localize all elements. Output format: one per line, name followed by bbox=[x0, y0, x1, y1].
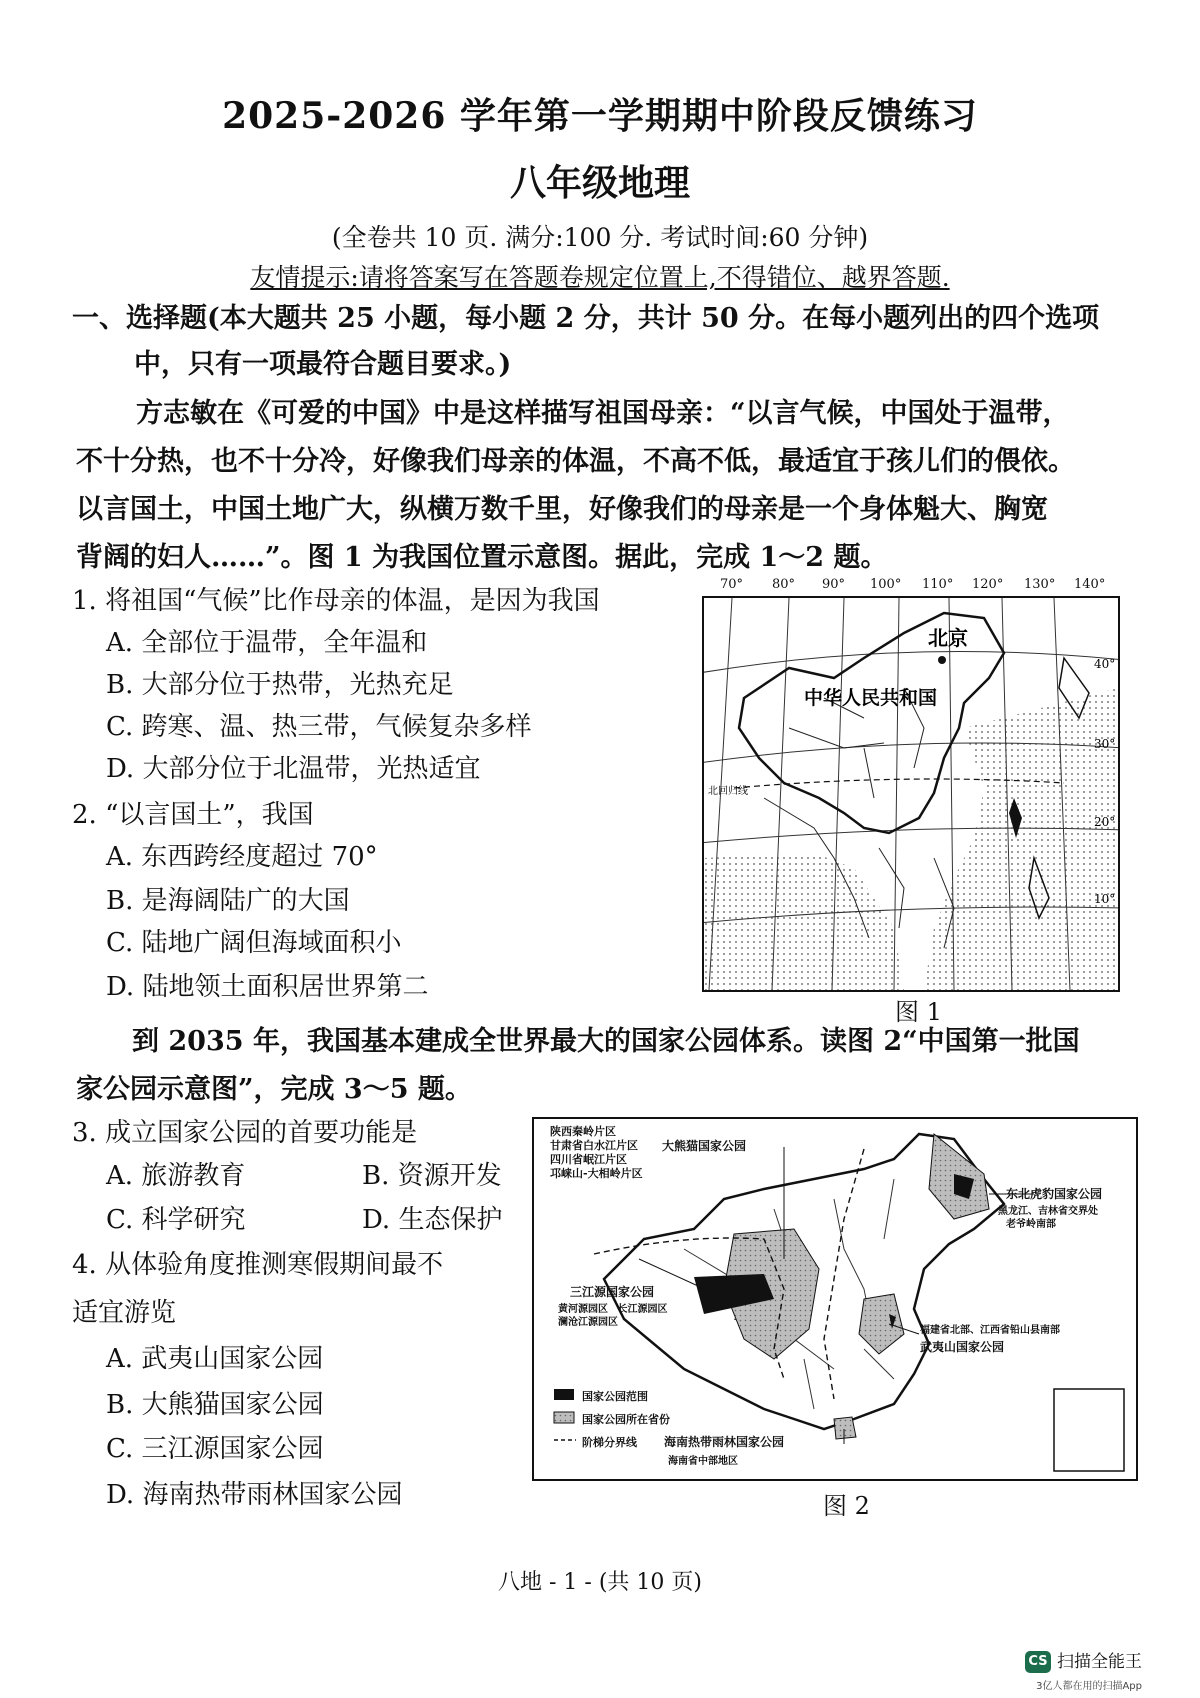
question-4-option-b: B. 大熊猫国家公园 bbox=[106, 1390, 324, 1420]
question-3-option-a: A. 旅游教育 bbox=[106, 1161, 246, 1191]
hainan-park-label: 海南热带雨林国家公园 bbox=[664, 1435, 785, 1449]
question-3-option-d: D. 生态保护 bbox=[362, 1205, 503, 1235]
legend-park-label: 国家公园范围 bbox=[582, 1390, 648, 1403]
figure-1-map-svg bbox=[704, 598, 1118, 990]
wuyi-area-label: 福建省北部、江西省铅山县南部 bbox=[920, 1325, 1060, 1336]
exam-title: 2025-2026 学年第一学期期中阶段反馈练习 bbox=[222, 95, 978, 137]
section-heading-line1: 一、选择题(本大题共 25 小题，每小题 2 分，共计 50 分。在每小题列出的四个选项 bbox=[72, 303, 1100, 334]
question-1-option-c: C. 跨寒、温、热三带，气候复杂多样 bbox=[106, 712, 532, 742]
legend-park-swatch bbox=[554, 1389, 574, 1400]
legend-province-label: 国家公园所在省份 bbox=[582, 1413, 670, 1426]
figure-1-map bbox=[702, 596, 1120, 992]
question-2-option-d: D. 陆地领土面积居世界第二 bbox=[106, 972, 429, 1002]
passage-1-line2: 不十分热，也不十分冷，好像我们母亲的体温，不高不低，最适宜于孩儿们的偎依。 bbox=[76, 446, 1075, 477]
figure-2-caption: 图 2 bbox=[823, 1492, 870, 1520]
passage-2-line1: 到 2035 年，我国基本建成全世界最大的国家公园体系。读图 2“中国第一批国 bbox=[132, 1026, 1080, 1057]
sanjiangyuan-park-label: 三江源国家公园 bbox=[570, 1285, 655, 1299]
lon-label: 90° bbox=[822, 577, 846, 592]
question-1-option-d: D. 大部分位于北温带，光热适宜 bbox=[106, 754, 481, 784]
sanjiangyuan-area-label: 长江源园区 bbox=[617, 1304, 668, 1315]
panda-subarea-label: 陕西秦岭片区 bbox=[550, 1125, 616, 1138]
legend-boundary-label: 阶梯分界线 bbox=[582, 1436, 637, 1449]
exam-subtitle: 八年级地理 bbox=[509, 162, 690, 204]
question-2-stem: 2. “以言国土”，我国 bbox=[72, 800, 314, 830]
exam-info: (全卷共 10 页. 满分:100 分. 考试时间:60 分钟) bbox=[331, 223, 869, 252]
lon-label: 140° bbox=[1074, 577, 1106, 592]
scanner-logo-icon: CS bbox=[1025, 1651, 1051, 1673]
passage-1-line4: 背阔的妇人……”。图 1 为我国位置示意图。据此，完成 1～2 题。 bbox=[76, 542, 888, 573]
question-1-option-b: B. 大部分位于热带，光热充足 bbox=[106, 670, 454, 700]
figure-2-map bbox=[532, 1117, 1138, 1481]
question-4-option-a: A. 武夷山国家公园 bbox=[106, 1344, 324, 1374]
lat-label: 40° bbox=[1094, 657, 1116, 671]
section-heading-line2: 中，只有一项最符合题目要求。) bbox=[134, 349, 512, 380]
lon-label: 100° bbox=[870, 577, 902, 592]
question-3-option-b: B. 资源开发 bbox=[362, 1161, 502, 1191]
lon-label: 70° bbox=[720, 577, 744, 592]
lon-label: 130° bbox=[1024, 577, 1056, 592]
tiger-park-label: 东北虎豹国家公园 bbox=[1006, 1187, 1103, 1201]
passage-2 bbox=[76, 1018, 1126, 1114]
scanner-tagline: 3亿人都在用的扫描App bbox=[1036, 1681, 1142, 1692]
lat-label: 30° bbox=[1094, 737, 1116, 751]
question-2-option-a: A. 东西跨经度超过 70° bbox=[106, 842, 378, 872]
lat-label: 20° bbox=[1094, 815, 1116, 829]
figure-1-longitude-labels bbox=[700, 577, 1120, 595]
question-4-stem-line1: 4. 从体验角度推测寒假期间最不 bbox=[72, 1250, 444, 1280]
question-4-option-c: C. 三江源国家公园 bbox=[106, 1434, 324, 1464]
lon-label: 80° bbox=[772, 577, 796, 592]
tiger-area-label bbox=[998, 1205, 1098, 1231]
panda-subareas bbox=[550, 1125, 643, 1181]
legend-province-swatch bbox=[554, 1412, 574, 1423]
beijing-label: 北京 bbox=[928, 626, 968, 650]
question-2-option-b: B. 是海阔陆广的大国 bbox=[106, 886, 350, 916]
exam-tip bbox=[0, 258, 1200, 294]
scanner-name: 扫描全能王 bbox=[1057, 1652, 1142, 1672]
section-heading bbox=[72, 296, 1142, 388]
question-1-stem: 1. 将祖国“气候”比作母亲的体温，是因为我国 bbox=[72, 586, 600, 616]
passage-1-line3: 以言国土，中国土地广大，纵横万数千里，好像我们的母亲是一个身体魁大、胸宽 bbox=[76, 494, 1048, 525]
sanjiangyuan-area-label: 澜沧江源园区 bbox=[558, 1317, 618, 1328]
question-2-option-c: C. 陆地广阔但海域面积小 bbox=[106, 928, 402, 958]
country-label: 中华人民共和国 bbox=[804, 687, 938, 709]
beijing-dot bbox=[938, 656, 946, 664]
page-footer: 八地 - 1 - (共 10 页) bbox=[498, 1570, 702, 1595]
figure-2-legend bbox=[582, 1385, 670, 1454]
lon-label: 120° bbox=[972, 577, 1004, 592]
scanner-watermark bbox=[1025, 1647, 1142, 1692]
sanjiangyuan-area-label: 黄河源园区 bbox=[558, 1304, 608, 1315]
panda-subarea-label: 邛崃山-大相岭片区 bbox=[550, 1167, 643, 1180]
tiger-area-line: 黑龙江、吉林省交界处 bbox=[998, 1206, 1098, 1217]
question-3-stem: 3. 成立国家公园的首要功能是 bbox=[72, 1118, 418, 1148]
hainan-shaded bbox=[834, 1417, 856, 1439]
tropic-label: 北回归线 bbox=[708, 786, 748, 797]
passage-1-line1: 方志敏在《可爱的中国》中是这样描写祖国母亲：“以言气候，中国处于温带， bbox=[136, 398, 1070, 429]
wuyi-park-label: 武夷山国家公园 bbox=[920, 1340, 1005, 1354]
exam-tip-text: 友情提示:请将答案写在答题卷规定位置上,不得错位、越界答题. bbox=[250, 263, 950, 292]
passage-1 bbox=[76, 390, 1126, 582]
lon-label: 110° bbox=[922, 577, 954, 592]
panda-park-label: 大熊猫国家公园 bbox=[662, 1139, 747, 1153]
passage-2-line2: 家公园示意图”，完成 3～5 题。 bbox=[76, 1074, 472, 1105]
hainan-area-label: 海南省中部地区 bbox=[668, 1456, 738, 1467]
question-4-stem-line2: 适宜游览 bbox=[72, 1298, 177, 1328]
question-4-option-d: D. 海南热带雨林国家公园 bbox=[106, 1480, 403, 1510]
question-3-option-c: C. 科学研究 bbox=[106, 1205, 246, 1235]
panda-subarea-label: 甘肃省白水江片区 bbox=[550, 1139, 638, 1152]
south-sea-inset bbox=[1054, 1389, 1124, 1471]
indian-ocean-area bbox=[704, 853, 904, 990]
lat-label: 10° bbox=[1094, 892, 1116, 906]
sanjiangyuan-areas bbox=[558, 1303, 667, 1329]
figure-1-caption: 图 1 bbox=[895, 998, 942, 1026]
question-1-option-a: A. 全部位于温带，全年温和 bbox=[106, 628, 428, 658]
panda-subarea-label: 四川省岷江片区 bbox=[550, 1153, 627, 1166]
tiger-area-line: 老爷岭南部 bbox=[1006, 1219, 1056, 1230]
